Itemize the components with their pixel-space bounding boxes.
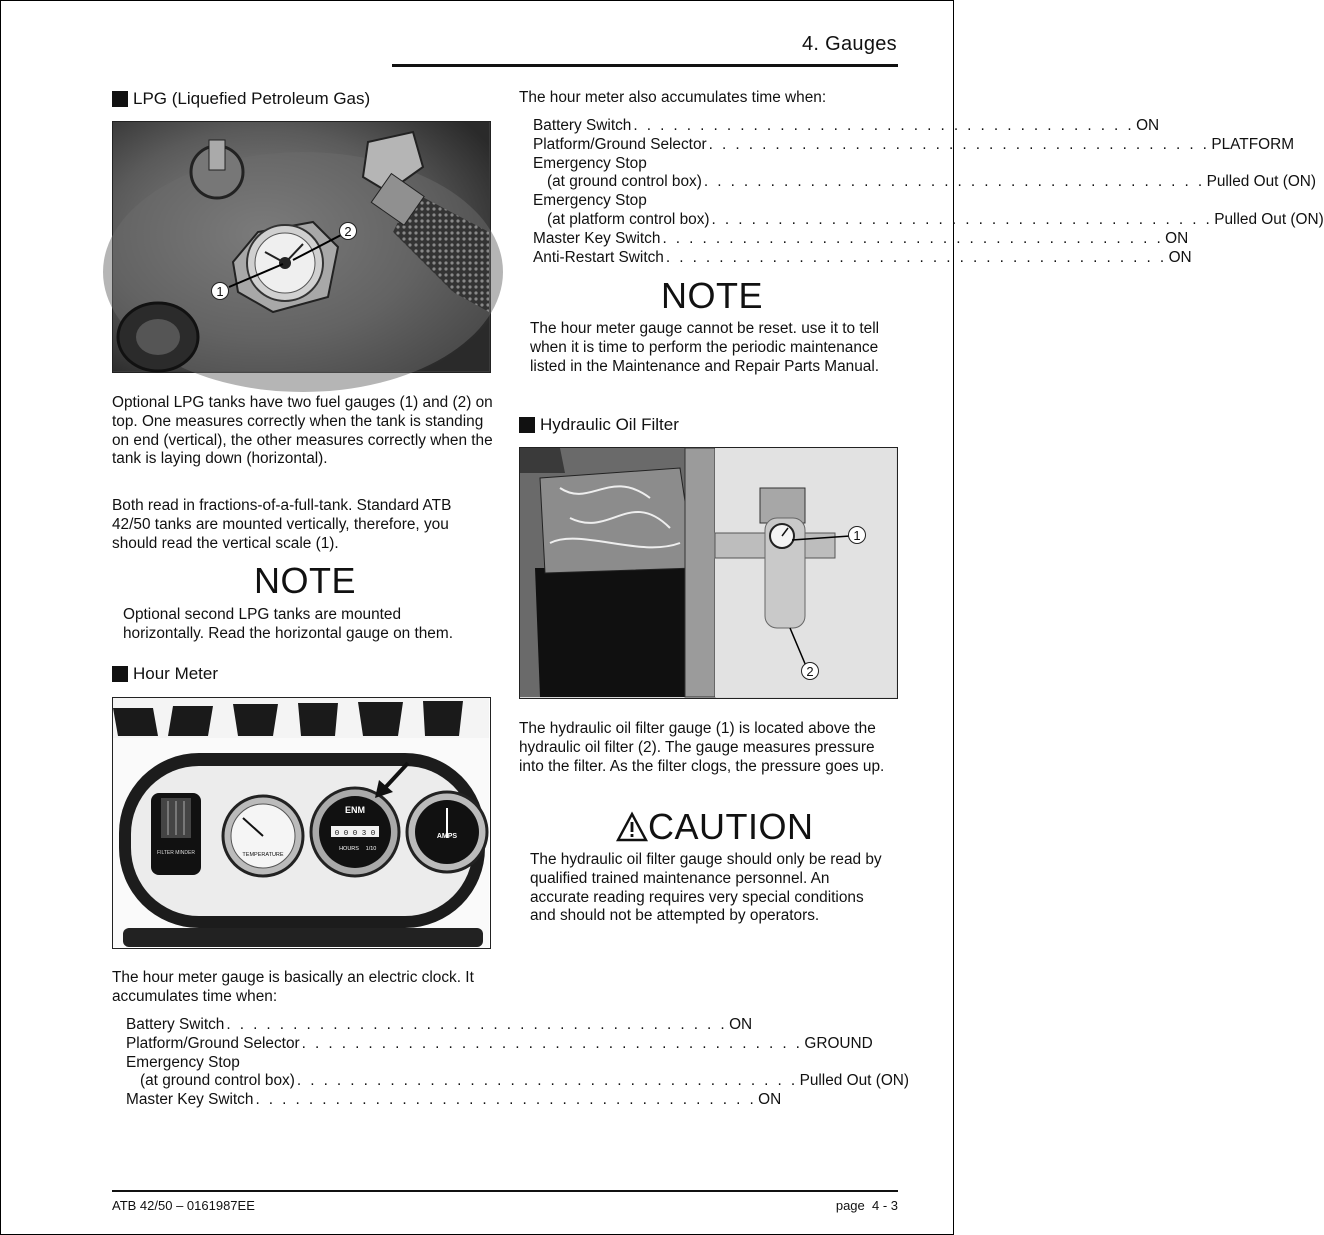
list-item (533, 210, 1324, 230)
dot-leader: . . . . . . . . . . . . . . . . . . . . . . . . . . . . . . . . . . . . . . (296, 1072, 798, 1090)
list-item (533, 192, 898, 211)
list-item (126, 1034, 873, 1054)
hour-meter-photo (112, 697, 491, 949)
list-item (126, 1016, 753, 1035)
list-item-value: ON (758, 1091, 782, 1109)
engine-brand-label: ENM (345, 805, 365, 815)
bullet-square-icon (112, 91, 128, 107)
dot-leader: . . . . . . . . . . . . . . . . . . . . . . . . . . . . . . . . . . . . . . (255, 1091, 757, 1109)
list-item (533, 135, 1295, 155)
lpg-tank-illustration (113, 122, 489, 371)
caution-title: CAUTION (648, 806, 814, 847)
hydraulic-filter-photo (519, 447, 898, 699)
hour-meter-paragraph: The hour meter gauge is basically an electric clock. It accumulates time when: (112, 969, 474, 1005)
list-item-label: (at ground control box) (547, 173, 702, 191)
note-text-lpg: Optional second LPG tanks are mounted horizontally. Read the horizontal gauge on them. (123, 606, 453, 642)
section-heading-hour-meter (112, 664, 218, 684)
callout-2: 2 (801, 662, 819, 680)
hour-meter-cont-paragraph: The hour meter also accumulates time when: (519, 89, 827, 106)
hours-label: HOURS (339, 846, 359, 852)
list-item-value: ON (1165, 229, 1189, 247)
list-item (126, 1091, 782, 1110)
list-item-label: Emergency Stop (126, 1053, 240, 1071)
dot-leader: . . . . . . . . . . . . . . . . . . . . . . . . . . . . . . . . . . . . . . (708, 135, 1210, 153)
list-item-value: Pulled Out (ON) (1206, 173, 1317, 191)
list-item-label: Battery Switch (126, 1016, 225, 1033)
section-heading-hydraulic (519, 415, 679, 435)
list-item-label: Battery Switch (533, 117, 632, 134)
bullet-square-icon (112, 666, 128, 682)
dot-leader: . . . . . . . . . . . . . . . . . . . . . . . . . . . . . . . . . . . . . . (665, 248, 1167, 266)
list-item-value: Pulled Out (ON) (1214, 210, 1324, 228)
footer-page-number: page 4 - 3 (835, 1198, 898, 1213)
callout-2: 2 (339, 222, 357, 240)
list-item (533, 155, 898, 174)
instrument-panel-illustration (113, 698, 489, 947)
list-item-value: GROUND (804, 1034, 873, 1052)
list-item-label: (at platform control box) (547, 210, 710, 228)
amps-label: AMPS (436, 833, 458, 840)
list-item (533, 229, 1189, 249)
footer-document-id: ATB 42/50 – 0161987EE (112, 1198, 255, 1213)
callout-1: 1 (211, 282, 229, 300)
dot-leader: . . . . . . . . . . . . . . . . . . . . . . . . . . . . . . . . . . . . . . (226, 1016, 728, 1033)
dot-leader: . . . . . . . . . . . . . . . . . . . . . . . . . . . . . . . . . . . . . . (711, 210, 1213, 228)
list-item (533, 248, 1192, 268)
hydraulic-filter-illustration (520, 448, 896, 697)
lpg-heading-text: LPG (Liquefied Petroleum Gas) (133, 89, 371, 108)
caution-text: The hydraulic oil filter gauge should only be read by qualified trained maintenance personnel. An accurate reading requires very special conditions and should not be attempted by operators. (530, 851, 882, 925)
list-item-value: Pulled Out (ON) (799, 1072, 910, 1090)
warning-triangle-icon (616, 812, 648, 842)
dot-leader: . . . . . . . . . . . . . . . . . . . . . . . . . . . . . . . . . . . . . . (703, 173, 1205, 191)
temperature-label: TEMPERATURE (242, 852, 284, 858)
header-rule (392, 64, 898, 67)
list-item-label: Emergency Stop (533, 192, 647, 210)
lpg-paragraph-1: Optional LPG tanks have two fuel gauges (1) and (2) on top. One measures correctly when the tank is standing on end (vertical), the other measures correctly when the tank is laying down (horizontal). (112, 394, 493, 468)
hydraulic-heading-text: Hydraulic Oil Filter (540, 415, 679, 434)
note-title-hour-meter: NOTE (661, 275, 764, 316)
list-item-label: Platform/Ground Selector (126, 1034, 300, 1052)
tenths-label: 1/10 (365, 846, 377, 852)
list-item-label: Master Key Switch (533, 229, 661, 247)
list-item-label: (at ground control box) (140, 1072, 295, 1090)
list-item (126, 1054, 491, 1073)
dot-leader: . . . . . . . . . . . . . . . . . . . . . . . . . . . . . . . . . . . . . . (662, 229, 1164, 247)
hour-meter-cont-conditions-list (533, 117, 1324, 267)
section-heading-lpg (112, 89, 370, 109)
list-item-label: Emergency Stop (533, 154, 647, 172)
list-item-label: Platform/Ground Selector (533, 135, 707, 153)
list-item-label: Anti-Restart Switch (533, 248, 664, 266)
list-item-label: Master Key Switch (126, 1091, 254, 1109)
lpg-paragraph-2: Both read in fractions-of-a-full-tank. Standard ATB 42/50 tanks are mounted vertically, therefore, you should read the vertical scale (1). (112, 497, 452, 552)
dot-leader: . . . . . . . . . . . . . . . . . . . . . . . . . . . . . . . . . . . . . . (301, 1034, 803, 1052)
caution-heading (616, 806, 814, 848)
note-text-hour-meter: The hour meter gauge cannot be reset. use it to tell when it is time to perform the periodic maintenance listed in the Maintenance and Repair Parts Manual. (530, 320, 880, 375)
hour-meter-heading-text: Hour Meter (133, 664, 219, 683)
list-item-value: PLATFORM (1211, 135, 1295, 153)
hours-digits: 0 0 0 3 0 (334, 830, 376, 838)
list-item (533, 173, 1317, 192)
list-item (126, 1072, 910, 1091)
bullet-square-icon (519, 417, 535, 433)
note-title-lpg: NOTE (254, 560, 357, 601)
footer-rule (112, 1190, 898, 1192)
filter-minder-label: FILTER MINDER (157, 850, 195, 856)
dot-leader: . . . . . . . . . . . . . . . . . . . . . . . . . . . . . . . . . . . . . . (633, 117, 1135, 134)
callout-1: 1 (848, 526, 866, 544)
list-item-value: ON (729, 1016, 753, 1033)
hydraulic-paragraph: The hydraulic oil filter gauge (1) is located above the hydraulic oil filter (2). The gauge measures pressure into the filter. As the filter clogs, the pressure goes up. (519, 720, 885, 775)
lpg-tank-photo (112, 121, 491, 373)
list-item-value: ON (1136, 117, 1160, 134)
list-item-value: ON (1168, 248, 1192, 266)
chapter-title: 4. Gauges (802, 33, 897, 55)
hour-meter-conditions-list (126, 1016, 910, 1110)
list-item (533, 117, 1160, 136)
